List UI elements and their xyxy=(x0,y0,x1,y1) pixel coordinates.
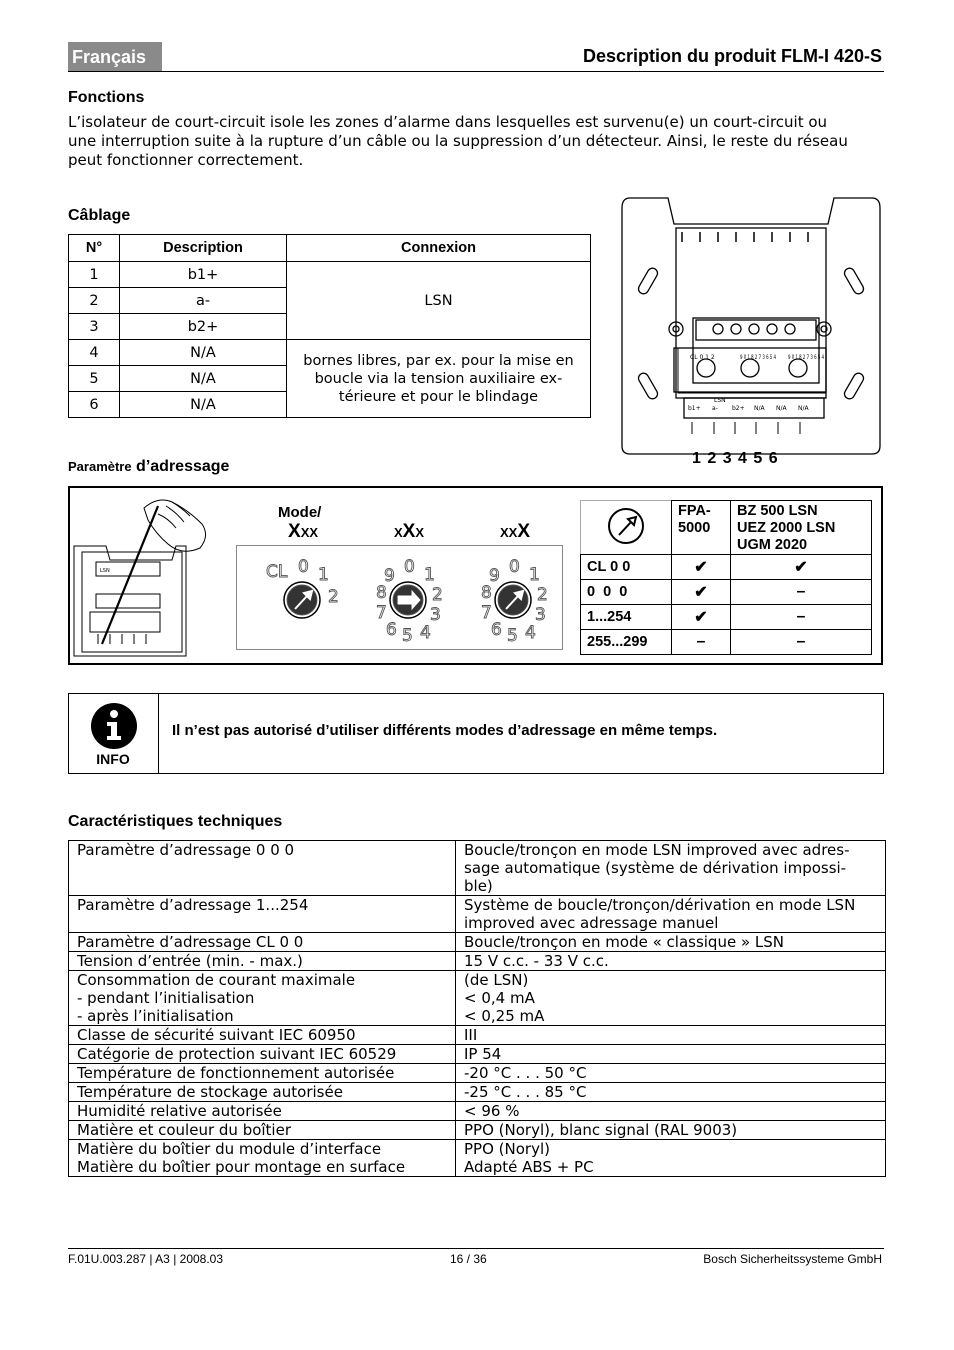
heading-part: d’adressage xyxy=(131,458,230,475)
cell-description: N/A xyxy=(120,340,287,366)
cell-line: -20 °C . . . 50 °C xyxy=(464,1064,587,1082)
header-line: BZ 500 LSN xyxy=(737,503,818,519)
dial-mark: 4 xyxy=(525,623,536,643)
cell-number: 2 xyxy=(69,288,120,314)
cell-line: Catégorie de protection suivant IEC 60529 xyxy=(77,1045,397,1063)
cell-connexion-free xyxy=(287,340,591,418)
table-row xyxy=(69,896,886,933)
header-line: FPA- xyxy=(678,503,711,519)
table-row xyxy=(69,952,886,971)
dial-mark: 1 xyxy=(318,565,329,585)
cell-line: - pendant l’initialisation xyxy=(77,989,255,1007)
spec-value-cell xyxy=(456,1064,886,1083)
dial-icon xyxy=(606,506,646,546)
cell-line: Tension d’entrée (min. - max.) xyxy=(77,952,303,970)
table-row xyxy=(581,630,872,655)
paragraph-line: une interruption suite à la rupture d’un câble ou la suppression d’un détecteur. Ainsi, le reste du réseau xyxy=(68,132,848,150)
cell-number: 4 xyxy=(69,340,120,366)
cell-description: N/A xyxy=(120,392,287,418)
dial-mark: 2 xyxy=(537,585,548,605)
cell-line: ble) xyxy=(464,877,493,895)
spec-name-cell xyxy=(69,1045,456,1064)
spec-name-cell xyxy=(69,896,456,933)
cell-description: N/A xyxy=(120,366,287,392)
caption-small-x: XX xyxy=(300,525,319,540)
cell-check: – xyxy=(672,630,731,655)
tech-specs-table xyxy=(68,840,886,1177)
dial-mark: 9 xyxy=(384,566,395,586)
cell-line: -25 °C . . . 85 °C xyxy=(464,1083,587,1101)
table-row xyxy=(69,1102,886,1121)
table-header-row xyxy=(69,235,591,262)
spec-name-cell xyxy=(69,1026,456,1045)
spec-name-cell xyxy=(69,933,456,952)
spec-value-cell xyxy=(456,896,886,933)
dial-mark: 8 xyxy=(376,583,387,603)
cell-check: – xyxy=(731,580,872,605)
cell-line: 15 V c.c. - 33 V c.c. xyxy=(464,952,609,970)
column-header: N° xyxy=(69,235,120,262)
cell-line: - après l’initialisation xyxy=(77,1007,234,1025)
section-heading-adressage xyxy=(68,458,229,476)
cell-line: térieure et pour le blindage xyxy=(338,388,539,405)
cell-line: bornes libres, par ex. pour la mise en xyxy=(303,352,574,369)
cell-description: a- xyxy=(120,288,287,314)
cell-number: 5 xyxy=(69,366,120,392)
cell-line: Température de fonctionnement autorisée xyxy=(77,1064,395,1082)
section-heading-cablage: Câblage xyxy=(68,207,131,224)
spec-value-cell xyxy=(456,1102,886,1121)
heading-part: Paramètre xyxy=(68,459,132,474)
table-row xyxy=(69,1083,886,1102)
cell-line: Température de stockage autorisée xyxy=(77,1083,343,1101)
table-row xyxy=(69,971,886,1026)
spec-value-cell xyxy=(456,1045,886,1064)
dial-mode[interactable] xyxy=(266,557,339,618)
cell-line: Matière et couleur du boîtier xyxy=(77,1121,291,1139)
spec-name-cell xyxy=(69,841,456,896)
table-row xyxy=(581,605,872,630)
spec-value-cell xyxy=(456,841,886,896)
table-row xyxy=(69,1121,886,1140)
dial-mark: 2 xyxy=(328,587,339,607)
dial-mark: 6 xyxy=(491,620,502,640)
cell-line: Matière du boîtier du module d’interface xyxy=(77,1140,382,1158)
table-row xyxy=(69,933,886,952)
dial-mark: 3 xyxy=(535,605,546,625)
cell-mode: 1...254 xyxy=(581,605,672,630)
cell-line: < 0,25 mA xyxy=(464,1007,545,1025)
spec-value-cell xyxy=(456,952,886,971)
figure-terminal-label: a- xyxy=(712,405,718,412)
caption-big-x: X xyxy=(288,521,301,542)
column-header: Description xyxy=(120,235,287,262)
cell-line: boucle via la tension auxiliaire ex- xyxy=(314,370,563,387)
table-row xyxy=(69,340,591,366)
dial-mark: 3 xyxy=(430,605,441,625)
footer-doc-id: F.01U.003.287 | A3 | 2008.03 xyxy=(68,1252,224,1266)
dial3-caption xyxy=(500,521,530,543)
cell-connexion-lsn: LSN xyxy=(287,262,591,340)
table-row xyxy=(69,1064,886,1083)
caption-small-x: XX xyxy=(500,525,518,540)
cell-line: III xyxy=(464,1026,478,1044)
cell-line: Boucle/tronçon en mode « classique » LSN xyxy=(464,933,785,951)
figure-terminal-label: b2+ xyxy=(732,405,745,412)
spec-name-cell xyxy=(69,971,456,1026)
cell-check: – xyxy=(731,630,872,655)
mode-label: Mode/ xyxy=(278,504,322,521)
info-icon xyxy=(90,702,138,750)
info-divider xyxy=(158,693,159,774)
spec-value-cell xyxy=(456,1140,886,1177)
figure-terminal-label: N/A xyxy=(754,405,765,412)
footer-company: Bosch Sicherheitssysteme GmbH xyxy=(703,1252,882,1266)
panel-compatibility-table xyxy=(580,500,872,655)
cell-check: ✔ xyxy=(731,555,872,580)
paragraph-line: peut fonctionner correctement. xyxy=(68,151,304,169)
wiring-table xyxy=(68,234,591,418)
column-header-fpa xyxy=(672,501,731,555)
caption-small-x: X xyxy=(394,525,403,540)
paragraph-line: L’isolateur de court-circuit isole les zones d’alarme dans lesquelles est survenu(e) un court-circuit ou xyxy=(68,113,828,131)
section-heading-tech: Caractéristiques techniques xyxy=(68,813,283,830)
caption-small-x: X xyxy=(415,525,425,540)
cell-description: b2+ xyxy=(120,314,287,340)
cell-check: ✔ xyxy=(672,580,731,605)
cell-number: 1 xyxy=(69,262,120,288)
dial-mark: 5 xyxy=(507,626,518,646)
dial-mark: 0 xyxy=(298,557,309,577)
terminal-numbers: 1 2 3 4 5 6 xyxy=(692,450,778,467)
spec-name-cell xyxy=(69,952,456,971)
header-divider xyxy=(68,71,884,72)
spec-name-cell xyxy=(69,1064,456,1083)
cell-line: Boucle/tronçon en mode LSN improved avec adres- xyxy=(464,841,850,859)
spec-value-cell xyxy=(456,971,886,1026)
figure-lsn-label: LSN xyxy=(714,397,726,404)
column-header: Connexion xyxy=(287,235,591,262)
dial-mark: 0 xyxy=(509,557,520,577)
table-row xyxy=(69,1140,886,1177)
info-message: Il n’est pas autorisé d’utiliser différents modes d’adressage en même temps. xyxy=(172,722,718,739)
caption-big-x: X xyxy=(517,521,531,542)
footer-page-number: 16 / 36 xyxy=(450,1252,487,1266)
header-line: UGM 2020 xyxy=(737,537,808,553)
spec-name-cell xyxy=(69,1083,456,1102)
page-title: Description du produit FLM-I 420-S xyxy=(582,46,882,66)
dial2-caption xyxy=(394,521,424,543)
spec-name-cell xyxy=(69,1140,456,1177)
fonctions-paragraph xyxy=(68,113,884,170)
cell-line: < 0,4 mA xyxy=(464,989,535,1007)
dial-mark: 8 xyxy=(481,583,492,603)
cell-mode: CL 0 0 xyxy=(581,555,672,580)
cell-number: 6 xyxy=(69,392,120,418)
figure-terminal-label: N/A xyxy=(776,405,787,412)
cell-number: 3 xyxy=(69,314,120,340)
cell-line: Paramètre d’adressage 1...254 xyxy=(77,896,309,914)
dial-mark: 1 xyxy=(424,565,435,585)
figure-dial-label: CL 0 1 2 xyxy=(690,354,715,361)
cell-line: PPO (Noryl) xyxy=(464,1140,550,1158)
cell-line: Paramètre d’adressage CL 0 0 xyxy=(77,933,304,951)
dial-mark: 7 xyxy=(481,603,492,623)
dial-mark: 0 xyxy=(404,557,415,577)
rotary-dials xyxy=(236,545,563,650)
cell-line: (de LSN) xyxy=(464,971,529,989)
cell-line: improved avec adressage manuel xyxy=(464,914,719,932)
cell-description: b1+ xyxy=(120,262,287,288)
screwdriver-hand-illustration xyxy=(72,494,214,660)
header-line: UEZ 2000 LSN xyxy=(737,520,836,536)
cell-line: Matière du boîtier pour montage en surface xyxy=(77,1158,406,1176)
caption-big-x: X xyxy=(402,521,416,542)
spec-name-cell xyxy=(69,1102,456,1121)
table-row xyxy=(69,262,591,288)
dial-mark: 2 xyxy=(432,585,443,605)
footer-divider xyxy=(68,1248,884,1249)
dial-tens[interactable] xyxy=(376,557,443,646)
spec-value-cell xyxy=(456,933,886,952)
dial-units[interactable] xyxy=(481,557,548,646)
spec-name-cell xyxy=(69,1121,456,1140)
dial-mark: CL xyxy=(266,562,288,582)
dial-mark: 6 xyxy=(386,620,397,640)
spec-value-cell xyxy=(456,1121,886,1140)
cell-line: Paramètre d’adressage 0 0 0 xyxy=(77,841,295,859)
table-row xyxy=(581,580,872,605)
dial-mark: 1 xyxy=(529,565,540,585)
mini-figure-label: LSN xyxy=(100,568,110,574)
spec-value-cell xyxy=(456,1083,886,1102)
spec-value-cell xyxy=(456,1026,886,1045)
figure-terminal-label: N/A xyxy=(798,405,809,412)
cell-line: PPO (Noryl), blanc signal (RAL 9003) xyxy=(464,1121,738,1139)
table-row xyxy=(581,555,872,580)
cell-line: < 96 % xyxy=(464,1102,520,1120)
cell-mode: 255...299 xyxy=(581,630,672,655)
figure-terminal-label: b1+ xyxy=(688,405,701,412)
cell-line: Classe de sécurité suivant IEC 60950 xyxy=(77,1026,356,1044)
dial-mark: 9 xyxy=(489,566,500,586)
language-tab: Français xyxy=(68,42,162,72)
cell-line: Système de boucle/tronçon/dérivation en mode LSN xyxy=(464,896,856,914)
section-heading-fonctions: Fonctions xyxy=(68,89,145,106)
cell-check: – xyxy=(731,605,872,630)
cell-line: Consommation de courant maximale xyxy=(77,971,356,989)
table-row xyxy=(69,1045,886,1064)
table-header-row xyxy=(581,501,872,555)
cell-dial-icon xyxy=(581,501,672,555)
info-label: INFO xyxy=(96,751,130,767)
cell-line: Humidité relative autorisée xyxy=(77,1102,282,1120)
column-header-bz xyxy=(731,501,872,555)
cell-check: ✔ xyxy=(672,555,731,580)
cell-line: Adapté ABS + PC xyxy=(464,1158,594,1176)
cell-line: sage automatique (système de dérivation impossi- xyxy=(464,859,847,877)
header-line: 5000 xyxy=(678,520,711,536)
table-row xyxy=(69,841,886,896)
figure-dial-label: 9 0 1 8 2 7 3 6 5 4 xyxy=(740,354,777,361)
dial-mark: 7 xyxy=(376,603,387,623)
cell-mode: 0 0 0 xyxy=(581,580,672,605)
dial-mark: 4 xyxy=(420,623,431,643)
cell-check: ✔ xyxy=(672,605,731,630)
cell-line: IP 54 xyxy=(464,1045,502,1063)
dial-mark: 5 xyxy=(402,626,413,646)
table-row xyxy=(69,1026,886,1045)
figure-dial-label: 9 0 1 8 2 7 3 6 5 4 xyxy=(788,354,825,361)
dial1-caption xyxy=(288,521,318,543)
device-figure xyxy=(618,196,884,468)
